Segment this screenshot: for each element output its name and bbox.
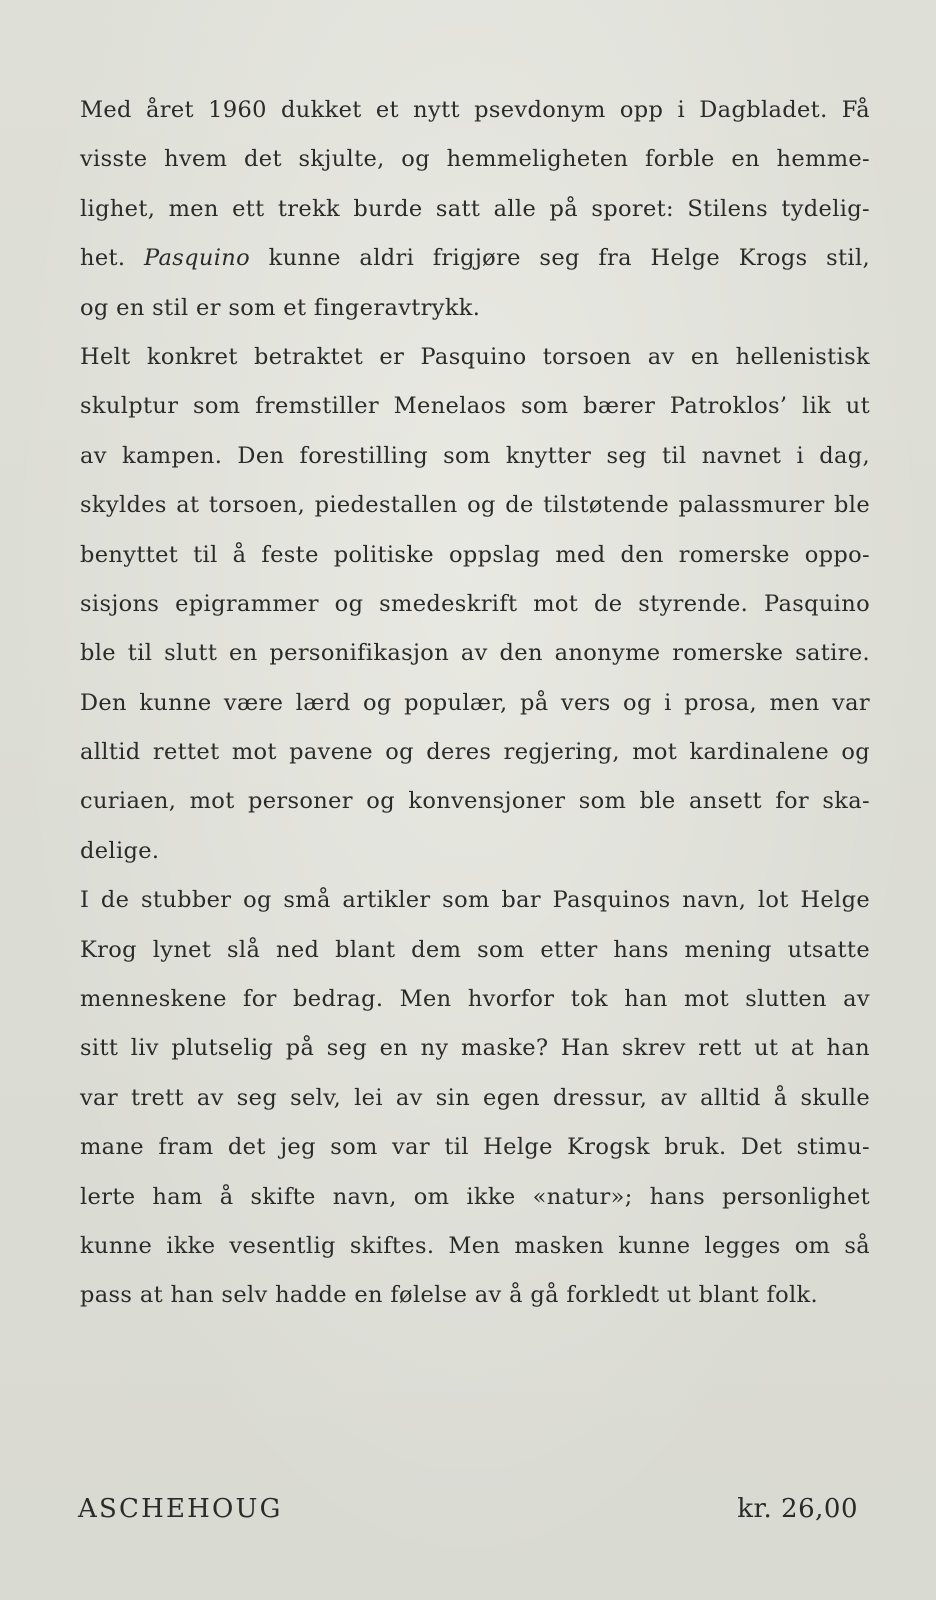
text-line: curiaen, mot personer og konvensjoner som ble ansett for ska- [80, 788, 870, 815]
text-line: skulptur som fremstiller Menelaos som bærer Patroklos’ lik ut [80, 393, 870, 420]
text-line: av kampen. Den forestilling som knytter seg til navnet i dag, [80, 442, 870, 469]
text-line: sitt liv plutselig på seg en ny maske? Han skrev rett ut at han [80, 1035, 870, 1062]
text-line: kunne ikke vesentlig skiftes. Men masken kunne legges om så [80, 1232, 870, 1259]
paragraph [80, 86, 870, 333]
text-line: ble til slutt en personifikasjon av den anonyme romerske satire. [80, 640, 870, 667]
text-line: skyldes at torsoen, piedestallen og de tilstøtende palassmurer ble [80, 492, 870, 519]
paragraph [80, 333, 870, 876]
text-line: lighet, men ett trekk burde satt alle på sporet: Stilens tydelig- [80, 195, 870, 222]
text-line: pass at han selv hadde en følelse av å gå forkledt ut blant folk. [80, 1282, 819, 1309]
blurb-text [80, 86, 870, 1321]
text-line: sisjons epigrammer og smedeskrift mot de styrende. Pasquino [80, 590, 870, 617]
text-line: I de stubber og små artikler som bar Pasquinos navn, lot Helge [80, 887, 870, 914]
text-line: delige. [80, 837, 160, 864]
text-line: og en stil er som et fingeravtrykk. [80, 294, 481, 321]
text-line: benyttet til å feste politiske oppslag med den romerske oppo- [80, 541, 870, 568]
paragraph [80, 876, 870, 1321]
text-line: alltid rettet mot pavene og deres regjering, mot kardinalene og [80, 739, 870, 766]
text-line: Med året 1960 dukket et nytt psevdonym opp i Dagbladet. Få [80, 97, 870, 123]
price-label: kr. 26,00 [737, 1494, 858, 1524]
text-line: Den kunne være lærd og populær, på vers og i prosa, men var [80, 689, 870, 716]
text-line: lerte ham å skifte navn, om ikke «natur»; hans personlighet [80, 1183, 870, 1210]
text-line: Helt konkret betraktet er Pasquino torsoen av en hellenistisk [80, 343, 870, 370]
text-line: mane fram det jeg som var til Helge Krogsk bruk. Det stimu- [80, 1134, 870, 1161]
text-line: menneskene for bedrag. Men hvorfor tok han mot slutten av [80, 986, 870, 1013]
text-line: visste hvem det skjulte, og hemmeligheten forble en hemme- [80, 146, 870, 173]
text-line: Krog lynet slå ned blant dem som etter hans mening utsatte [80, 936, 870, 963]
text-line: var trett av seg selv, lei av sin egen dressur, av alltid å skulle [80, 1084, 870, 1111]
text-segment: kunne aldri frigjøre seg fra Helge Krogs stil, [250, 245, 871, 272]
text-segment: het. [80, 245, 145, 272]
text-line [80, 234, 870, 283]
publisher-name: ASCHEHOUG [78, 1494, 283, 1524]
italic-title: Pasquino [144, 245, 251, 272]
